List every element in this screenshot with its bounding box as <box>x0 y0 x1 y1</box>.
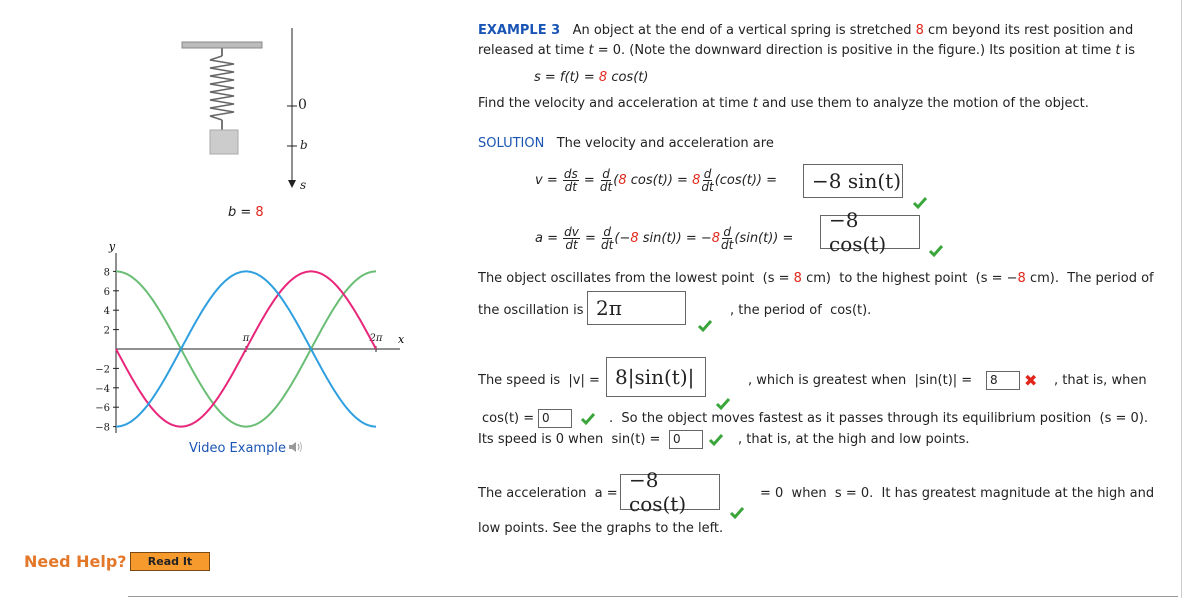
that-is-text: , that is, when <box>1054 373 1147 388</box>
accel-answer-box[interactable]: −8 cos(t) <box>620 474 720 510</box>
velocity-equation: v = $\frac{ds}{dt}$ = $\frac{d}{dt}$ ( 8 cos(t)) = 8 $\frac{d}{dt}$ (cos(t)) = <box>535 167 777 194</box>
speed-answer-box[interactable]: 8|sin(t)| <box>606 357 706 397</box>
y-tick-label: −4 <box>95 383 110 395</box>
check-icon <box>697 319 713 333</box>
video-example-link[interactable] <box>189 440 303 456</box>
example-heading: EXAMPLE 3 <box>478 23 561 38</box>
speed-label: The speed is |v| = <box>478 373 600 388</box>
y-tick-label: 8 <box>103 267 110 279</box>
x-tick-label: 2π <box>369 333 383 344</box>
axis-s-label: s <box>300 178 307 192</box>
accel-line2: low points. See the graphs to the left. <box>478 521 724 536</box>
zero-speed-label: Its speed is 0 when sin(t) = <box>478 432 661 447</box>
high-low-text: , that is, at the high and low points. <box>738 432 970 447</box>
x-tick-label: π <box>242 333 250 344</box>
position-formula: s = f(t) = 8 cos(t) <box>534 70 649 85</box>
y-axis-label: y <box>108 240 116 253</box>
period-tail: , the period of cos(t). <box>730 303 872 318</box>
mass-block <box>210 130 238 154</box>
need-help-label: Need Help? <box>24 552 127 571</box>
sin-max-input[interactable]: 8 <box>986 371 1020 390</box>
greatest-text: , which is greatest when |sin(t)| = <box>748 373 973 388</box>
speaker-icon <box>287 440 303 454</box>
y-tick-label: 4 <box>103 306 110 318</box>
period-answer-box[interactable]: 2π <box>587 291 686 325</box>
check-icon <box>580 412 596 426</box>
check-icon <box>708 433 724 447</box>
solution-line: SOLUTION The velocity and acceleration are <box>478 136 774 151</box>
y-tick-label: 6 <box>103 286 110 298</box>
y-tick-label: −2 <box>95 364 110 376</box>
spring-coils <box>210 56 234 120</box>
y-tick-label: −6 <box>95 403 110 415</box>
find-instruction: Find the velocity and acceleration at time t and use them to analyze the motion of the object. <box>478 96 1089 111</box>
sin-zero-input[interactable]: 0 <box>669 430 703 449</box>
axis-zero-label: 0 <box>298 97 307 113</box>
accel-tail: = 0 when s = 0. It has greatest magnitude at the high and <box>760 486 1155 501</box>
check-icon <box>729 506 745 520</box>
bottom-divider <box>128 596 1178 597</box>
fastest-text: . So the object moves fastest as it passes through its equilibrium position (s = 0). <box>609 411 1149 426</box>
check-icon <box>928 244 944 258</box>
axis-b-label: b <box>300 138 308 152</box>
example-intro-line2: released at time t = 0. (Note the downward direction is positive in the figure.) Its position at time t is <box>478 43 1136 58</box>
y-tick-label: 2 <box>103 325 110 337</box>
check-icon <box>715 397 731 411</box>
x-axis-label: x <box>398 333 405 346</box>
ceiling-bar <box>182 42 262 48</box>
oscillation-text: The object oscillates from the lowest point (s = 8 cm) to the highest point (s = −8 cm). The period of <box>478 271 1154 286</box>
motion-graph <box>86 238 406 438</box>
video-example-label: Video Example <box>189 441 286 456</box>
cos-input[interactable]: 0 <box>538 409 572 428</box>
b-value-label: b = 8 <box>228 205 264 220</box>
read-it-button[interactable]: Read It <box>130 552 210 571</box>
wrong-x-icon: ✖ <box>1024 371 1038 390</box>
acceleration-equation: a = $\frac{dv}{dt}$ = $\frac{d}{dt}$ (− 8 sin(t)) = − 8 $\frac{d}{dt}$ (sin(t)) = <box>535 225 794 252</box>
cos-label: cos(t) = <box>482 411 535 426</box>
right-divider <box>1181 0 1182 598</box>
period-label: the oscillation is <box>478 303 584 318</box>
velocity-answer-box[interactable]: −8 sin(t) <box>803 164 903 198</box>
accel-label: The acceleration a = <box>478 486 618 501</box>
solution-label: SOLUTION <box>478 136 545 151</box>
acceleration-answer-box[interactable]: −8 cos(t) <box>820 215 920 249</box>
y-tick-label: −8 <box>95 422 110 434</box>
example-intro: EXAMPLE 3 An object at the end of a vertical spring is stretched 8 cm beyond its rest position and <box>478 23 1134 38</box>
